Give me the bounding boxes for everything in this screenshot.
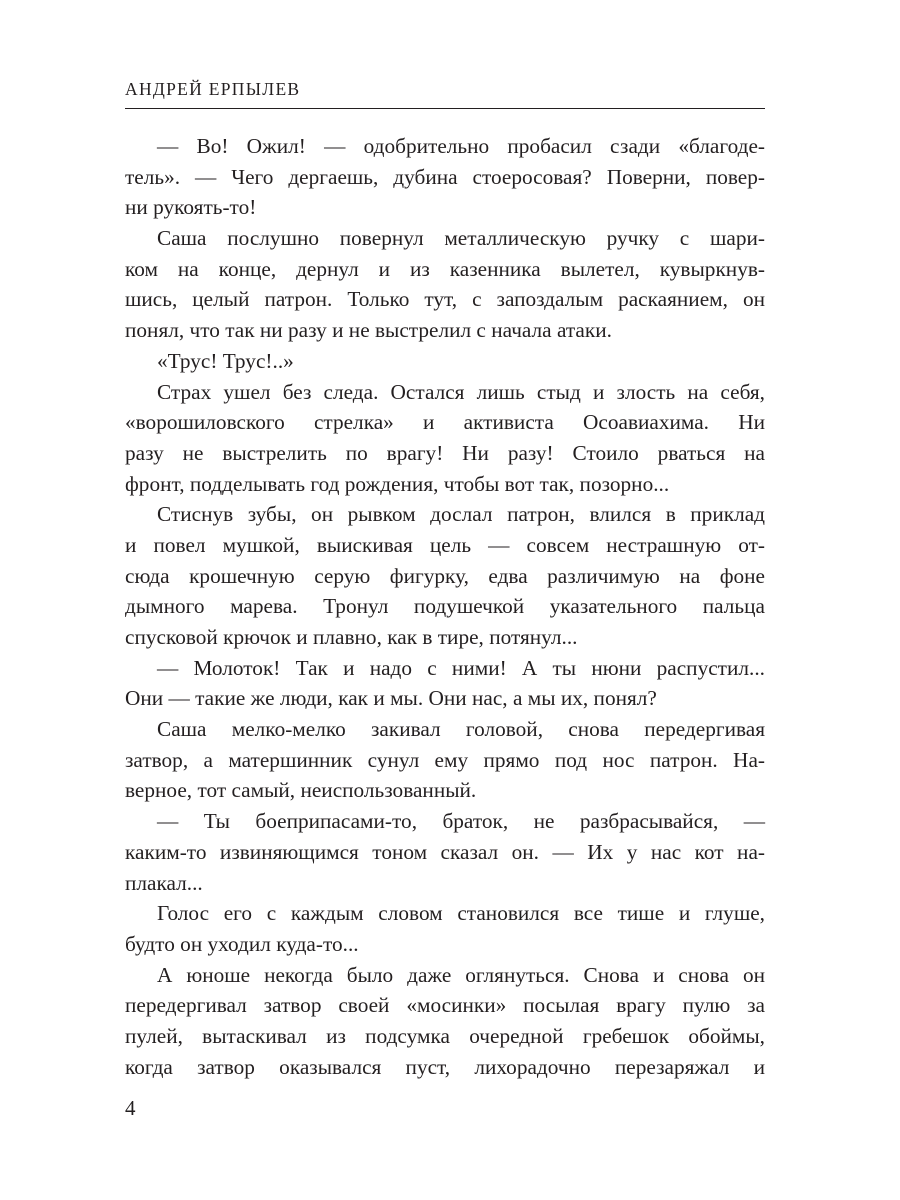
text-line: ни рукоять-то! xyxy=(125,195,257,220)
text-line: Голос его с каждым словом становился все тише и глуше, xyxy=(157,901,765,926)
text-line: Страх ушел без следа. Остался лишь стыд и злость на себя, xyxy=(157,379,765,404)
text-line: шись, целый патрон. Только тут, с запоздалым раскаянием, он xyxy=(125,287,765,312)
text-line: пулей, вытаскивал из подсумка очередной гребешок обоймы, xyxy=(125,1023,765,1048)
author-name: АНДРЕЙ ЕРПЫЛЕВ xyxy=(125,79,301,99)
text-line: и повел мушкой, выискивая цель — совсем нестрашную от- xyxy=(125,532,765,557)
text-line: Саша мелко-мелко закивал головой, снова передергивая xyxy=(157,717,765,742)
text-line: понял, что так ни разу и не выстрелил с начала атаки. xyxy=(125,318,612,343)
text-line: сюда крошечную серую фигурку, едва различимую на фоне xyxy=(125,563,765,588)
text-line: передергивал затвор своей «мосинки» посылая врагу пулю за xyxy=(125,993,765,1018)
text-line: А юноше некогда было даже оглянуться. Снова и снова он xyxy=(157,962,765,987)
text-line: будто он уходил куда-то... xyxy=(125,931,359,956)
header-divider xyxy=(125,108,765,109)
text-line: фронт, подделывать год рождения, чтобы вот так, позорно... xyxy=(125,471,670,496)
text-line: «ворошиловского стрелка» и активиста Осоавиахима. Ни xyxy=(125,410,765,435)
text-line: ком на конце, дернул и из казенника вылетел, кувыркнув- xyxy=(125,256,765,281)
text-line: Они — такие же люди, как и мы. Они нас, а мы их, понял? xyxy=(125,686,657,711)
text-line: когда затвор оказывался пуст, лихорадочно перезаряжал и xyxy=(125,1054,765,1079)
text-line: Саша послушно повернул металлическую ручку с шари- xyxy=(157,226,765,251)
text-line: дымного марева. Тронул подушечкой указательного пальца xyxy=(125,594,765,619)
text-line: спусковой крючок и плавно, как в тире, потянул... xyxy=(125,625,578,649)
text-line: верное, тот самый, неиспользованный. xyxy=(125,778,477,803)
text-line: разу не выстрелить по врагу! Ни разу! Стоило рваться на xyxy=(125,440,765,465)
text-line: «Трус! Трус!..» xyxy=(157,348,294,373)
text-line: — Во! Ожил! — одобрительно пробасил сзади «благоде- xyxy=(157,134,765,158)
text-line: Стиснув зубы, он рывком дослал патрон, влился в приклад xyxy=(157,502,765,527)
text-line: тель». — Чего дергаешь, дубина стоеросовая? Поверни, повер- xyxy=(125,164,765,189)
body-text xyxy=(125,131,765,1082)
text-line: плакал... xyxy=(125,870,203,895)
running-header xyxy=(125,78,765,100)
text-line: — Ты боеприпасами-то, браток, не разбрасывайся, — xyxy=(157,809,765,834)
text-line: — Молоток! Так и надо с ними! А ты нюни распустил... xyxy=(157,655,765,680)
page-number: 4 xyxy=(125,1096,136,1120)
text-line: каким-то извиняющимся тоном сказал он. — Их у нас кот на- xyxy=(125,839,765,864)
text-line: затвор, а матершинник сунул ему прямо под нос патрон. На- xyxy=(125,747,765,772)
